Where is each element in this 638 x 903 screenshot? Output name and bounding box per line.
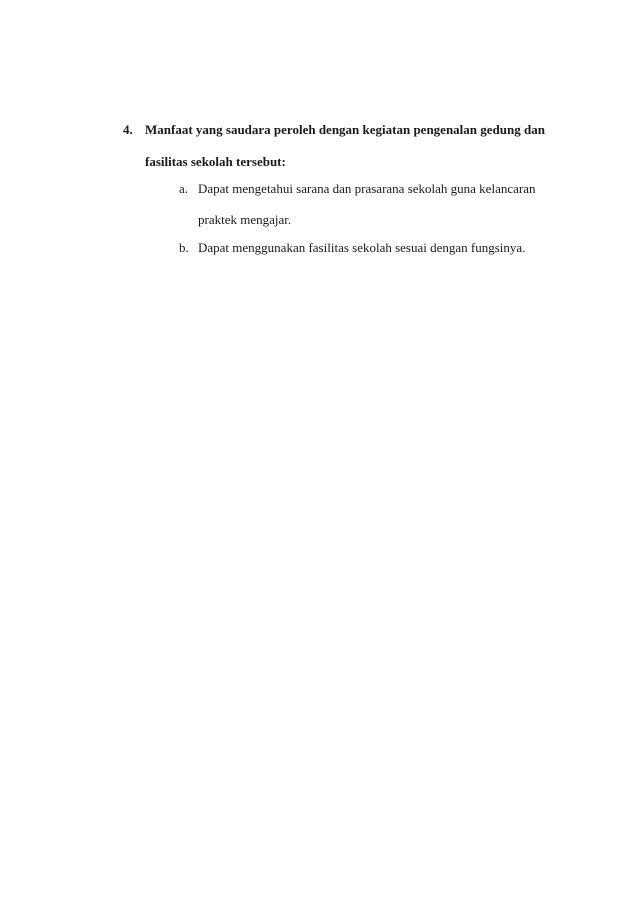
- list-item-b-marker: b.: [179, 240, 189, 255]
- list-item-a-line-1: Dapat mengetahui sarana dan prasarana sekolah guna kelancaran: [198, 181, 536, 196]
- section-number: 4.: [123, 122, 133, 137]
- list-item-b-line-1: Dapat menggunakan fasilitas sekolah sesuai dengan fungsinya.: [198, 240, 526, 255]
- list-item-a-line-2: praktek mengajar.: [198, 212, 292, 227]
- list-item-a-marker: a.: [179, 181, 189, 196]
- section-heading-line-1: Manfaat yang saudara peroleh dengan kegiatan pengenalan gedung dan: [145, 122, 545, 137]
- section-heading-line-2: fasilitas sekolah tersebut:: [145, 154, 286, 169]
